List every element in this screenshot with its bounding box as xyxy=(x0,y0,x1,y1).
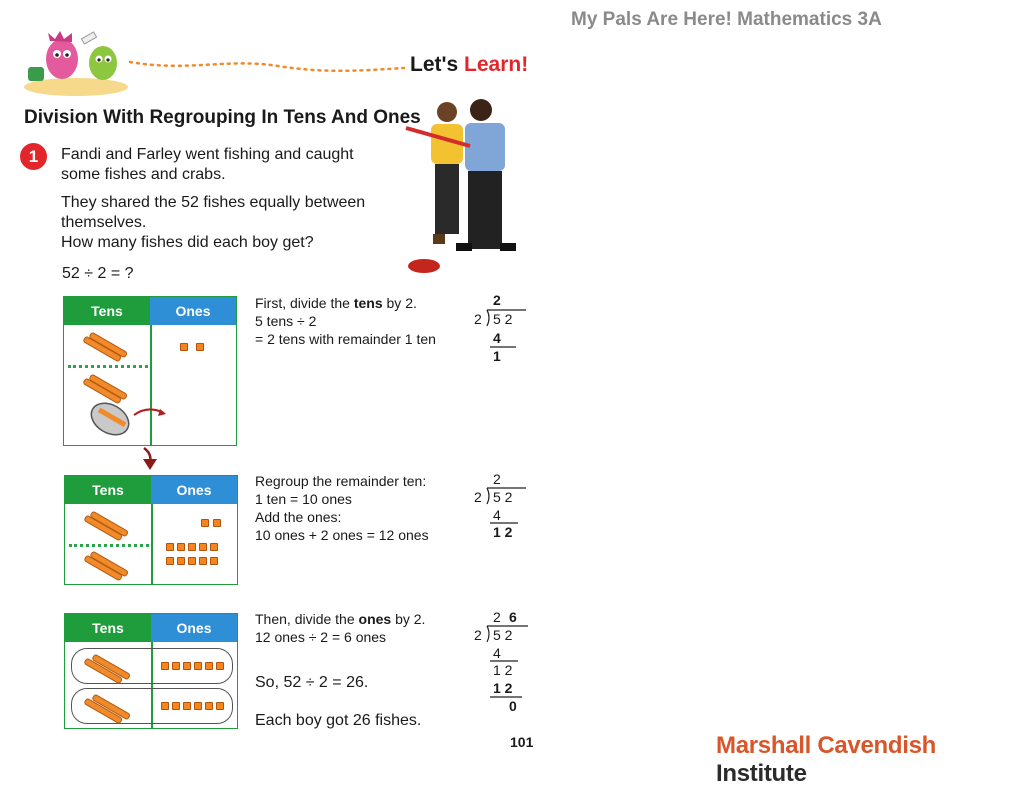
place-value-chart-step3 xyxy=(64,613,238,729)
dividend: 5 2 xyxy=(493,627,513,643)
quotient-ones: 6 xyxy=(509,609,517,625)
publisher-logo xyxy=(716,732,1024,788)
step2-line2: 1 ten = 10 ones xyxy=(255,491,352,507)
step2-line1: Regroup the remainder ten: xyxy=(255,473,427,489)
step3-explanation xyxy=(255,610,425,646)
quotient-digit: 2 xyxy=(493,292,501,308)
divisor: 2 xyxy=(474,627,482,643)
regrouped-value: 1 2 xyxy=(493,524,513,540)
long-division-step1 xyxy=(472,292,532,362)
ones-header: Ones xyxy=(151,614,237,642)
problem-line: some fishes and crabs. xyxy=(61,166,226,183)
division-equation: 52 ÷ 2 = ? xyxy=(62,265,134,282)
quotient-tens: 2 xyxy=(493,609,501,625)
step2-line4: 10 ones + 2 ones = 12 ones xyxy=(255,527,429,543)
problem-line: Fandi and Farley went fishing and caught xyxy=(61,146,354,163)
step3-answer: Each boy got 26 fishes. xyxy=(255,712,422,729)
ones-cube xyxy=(201,519,209,527)
step2-explanation xyxy=(255,472,429,544)
ones-header: Ones xyxy=(150,297,236,325)
remainder: 1 xyxy=(493,348,501,364)
boys-fishing-photo xyxy=(398,98,526,276)
subtract-value: 4 xyxy=(493,330,501,346)
dotted-trail xyxy=(128,58,406,72)
tens-header: Tens xyxy=(65,614,151,642)
book-title: My Pals Are Here! Mathematics 3A xyxy=(571,9,882,30)
learn-text: Learn! xyxy=(464,53,529,76)
problem-line: They shared the 52 fishes equally between xyxy=(61,194,366,211)
step1-line1: First, divide the tens by 2. xyxy=(255,295,417,311)
regroup-circle xyxy=(88,397,172,439)
problem-question xyxy=(61,193,365,253)
step3-line1: Then, divide the ones by 2. xyxy=(255,611,426,627)
lets-learn-banner xyxy=(410,53,528,77)
subtract-value: 4 xyxy=(493,507,501,523)
step1-explanation xyxy=(255,294,436,348)
dividend: 5 2 xyxy=(493,311,513,327)
step3-line2: 12 ones ÷ 2 = 6 ones xyxy=(255,629,387,645)
problem-number-badge: 1 xyxy=(20,143,47,170)
problem-line: How many fishes did each boy get? xyxy=(61,234,314,251)
divisor: 2 xyxy=(474,489,482,505)
down-arrow-icon xyxy=(140,446,160,472)
ones-cube xyxy=(213,519,221,527)
brand-name: Marshall Cavendish xyxy=(716,732,937,759)
quotient-digit: 2 xyxy=(493,471,501,487)
problem-intro xyxy=(61,145,354,185)
subtract-value: 4 xyxy=(493,645,501,661)
step1-line3: = 2 tens with remainder 1 ten xyxy=(255,331,436,347)
dividend: 5 2 xyxy=(493,489,513,505)
subtract-value-2: 1 2 xyxy=(493,680,513,696)
ones-cube xyxy=(196,343,204,351)
divisor: 2 xyxy=(474,311,482,327)
page-number: 101 xyxy=(510,734,534,750)
step1-line2: 5 tens ÷ 2 xyxy=(255,313,317,329)
step2-line3: Add the ones: xyxy=(255,509,342,525)
place-value-chart-step1 xyxy=(63,296,237,446)
tens-header: Tens xyxy=(65,476,151,504)
regrouped-value: 1 2 xyxy=(493,662,513,678)
ones-cube xyxy=(180,343,188,351)
tens-header: Tens xyxy=(64,297,150,325)
long-division-step2 xyxy=(472,471,532,541)
lets-text: Let's xyxy=(410,53,459,76)
ones-header: Ones xyxy=(151,476,237,504)
step3-result: So, 52 ÷ 2 = 26. xyxy=(255,674,369,691)
place-value-chart-step2 xyxy=(64,475,238,585)
problem-line: themselves. xyxy=(61,214,147,231)
brand-suffix: Institute xyxy=(716,760,807,787)
mascots-illustration xyxy=(20,27,132,97)
section-title: Division With Regrouping In Tens And Ones xyxy=(24,107,421,128)
long-division-step3 xyxy=(472,609,532,719)
final-remainder: 0 xyxy=(509,698,517,714)
